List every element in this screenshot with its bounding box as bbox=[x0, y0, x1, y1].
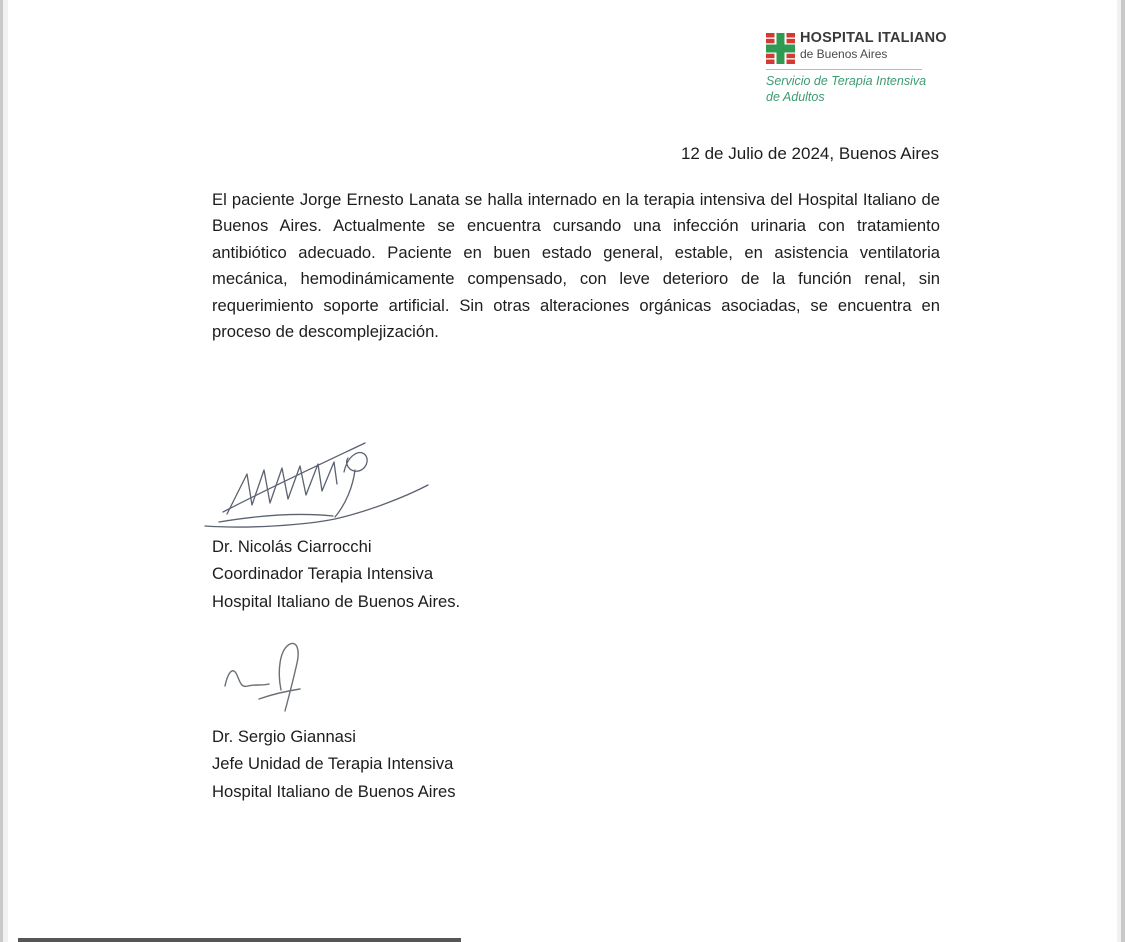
date-line: 12 de Julio de 2024, Buenos Aires bbox=[680, 144, 939, 163]
logo-divider bbox=[766, 69, 922, 70]
signatory-block-giannasi bbox=[212, 723, 456, 805]
logo-service-name bbox=[766, 74, 941, 105]
logo-title: HOSPITAL ITALIANO bbox=[800, 30, 947, 46]
logo-subtitle: de Buenos Aires bbox=[800, 46, 888, 61]
document-page bbox=[13, 0, 1117, 942]
signatory-org: Hospital Italiano de Buenos Aires. bbox=[212, 591, 461, 611]
signatory-role: Coordinador Terapia Intensiva bbox=[212, 564, 434, 584]
signatory-name: Dr. Nicolás Ciarrocchi bbox=[212, 537, 372, 556]
screen-edge-right bbox=[1117, 0, 1125, 942]
signatory-org: Hospital Italiano de Buenos Aires bbox=[212, 781, 456, 801]
signature-ciarrocchi bbox=[195, 432, 435, 530]
signature-giannasi bbox=[203, 636, 353, 718]
signatory-name: Dr. Sergio Giannasi bbox=[212, 727, 356, 746]
screen-edge-left bbox=[0, 0, 8, 942]
signatory-block-ciarrocchi bbox=[212, 533, 460, 615]
hospital-logo bbox=[766, 30, 947, 105]
hospital-cross-icon bbox=[766, 33, 795, 64]
logo-service-line1: Servicio de Terapia Intensiva bbox=[766, 74, 927, 88]
bottom-edge-artifact bbox=[18, 938, 461, 942]
logo-service-line2: de Adultos bbox=[766, 89, 825, 104]
signatory-role: Jefe Unidad de Terapia Intensiva bbox=[212, 754, 454, 774]
letter-body: El paciente Jorge Ernesto Lanata se halla internado en la terapia intensiva del Hospital Italiano de Buenos Aires. Actualmente se encuentra cursando una infección urinaria con tratamiento antibiótico adecuado. Paciente en buen estado general, estable, en asistencia ventilatoria mecánica, hemodinámicamente compensado, con leve deterioro de la función renal, sin requerimiento soporte artificial. Sin otras alteraciones orgánicas asociadas, se encuentra en proceso de descomplejización. bbox=[212, 190, 940, 342]
